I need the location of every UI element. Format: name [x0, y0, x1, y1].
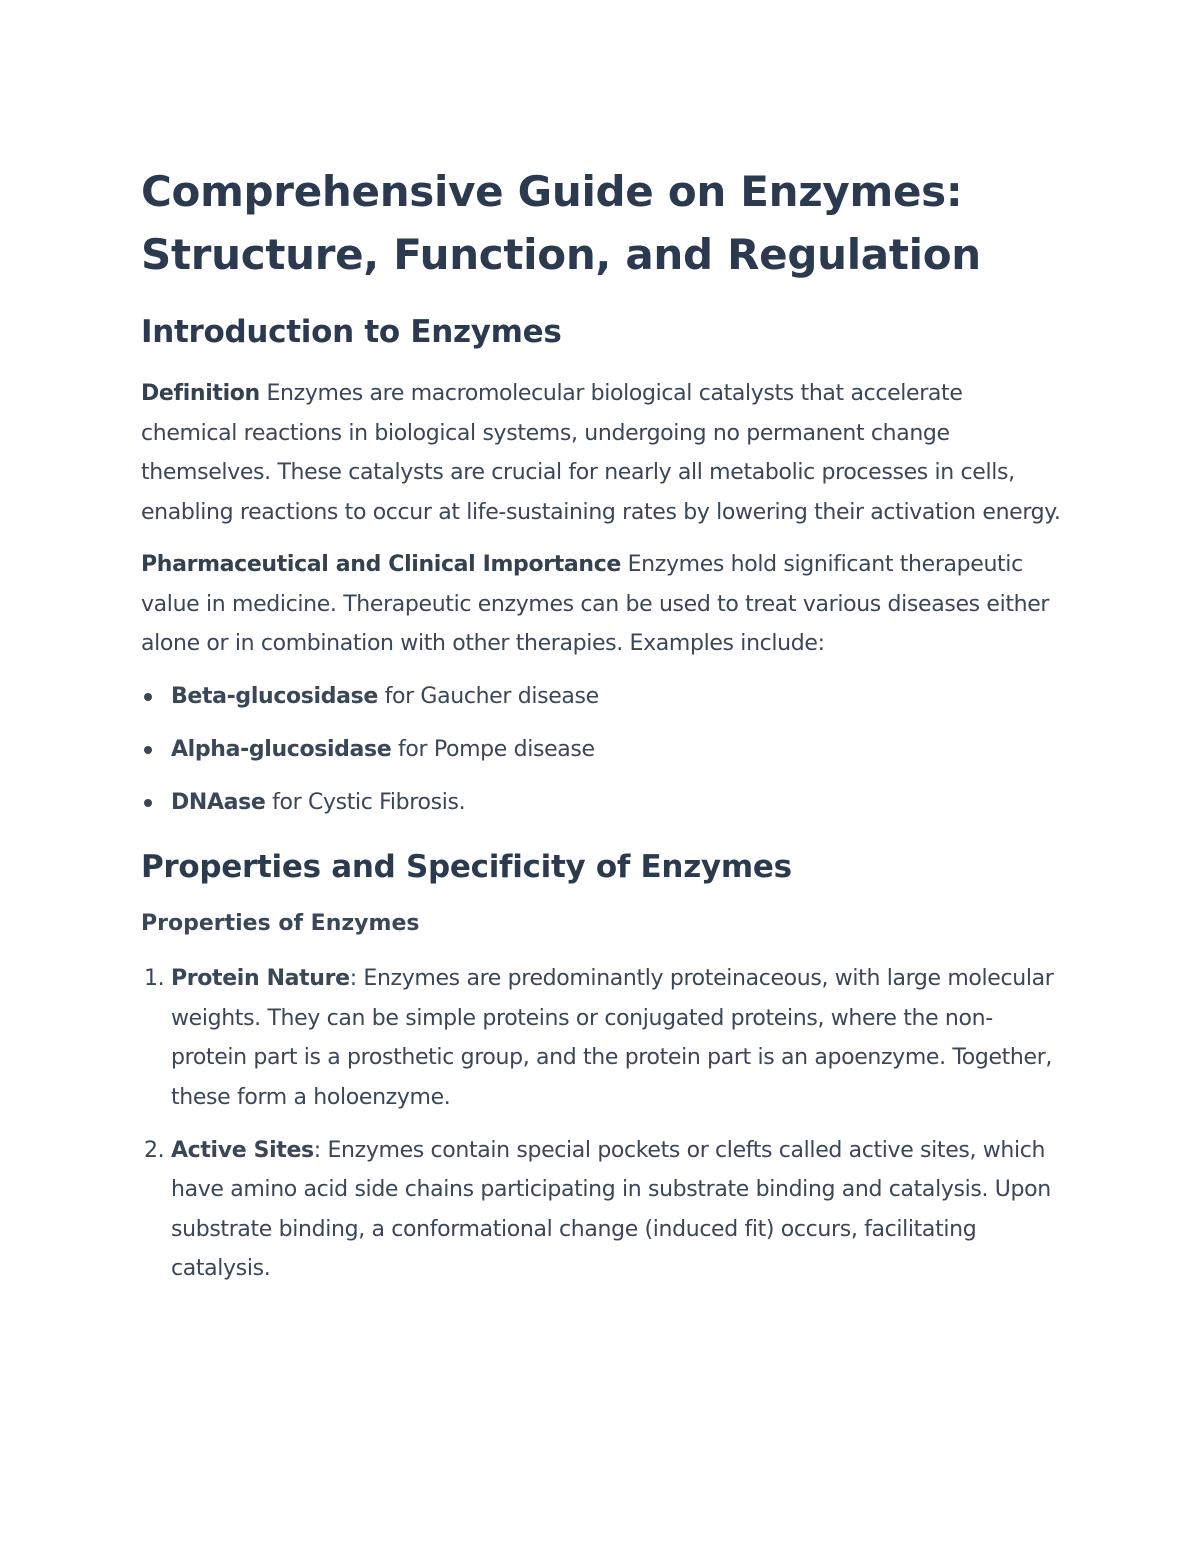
item-label: Protein Nature [171, 966, 350, 991]
properties-list [141, 959, 1061, 1289]
list-item [141, 730, 1061, 770]
definition-label: Definition [141, 381, 260, 406]
examples-list [141, 677, 1061, 823]
example-text: for Gaucher disease [377, 683, 599, 709]
definition-text: Enzymes are macromolecular biological catalysts that accelerate chemical reactions in biological systems, undergoing no permanent change themselves. These catalysts are crucial for nearly all metabolic processes in cells, enabling reactions to occur at life-sustaining rates by lowering their activation energy. [141, 381, 1061, 525]
pharma-label: Pharmaceutical and Clinical Importance [141, 552, 621, 577]
properties-subheading: Properties of Enzymes [141, 911, 420, 936]
bullet-icon [144, 799, 152, 807]
list-item [141, 783, 1061, 823]
pharma-paragraph [141, 545, 1061, 664]
list-item [141, 1131, 1061, 1289]
item-number: 2. [144, 1137, 165, 1163]
example-text: for Cystic Fibrosis. [265, 789, 466, 815]
example-name: DNAase [171, 789, 266, 815]
list-item [141, 959, 1061, 1117]
bullet-icon [144, 746, 152, 754]
example-name: Beta-glucosidase [171, 683, 378, 709]
pharma-text: Enzymes hold significant therapeutic value in medicine. Therapeutic enzymes can be used to treat various diseases either alone or in combination with other therapies. Examples include: [141, 552, 1050, 656]
title-line-2: Structure, Function, and Regulation [141, 230, 981, 279]
document-title [141, 160, 1061, 286]
item-text: : Enzymes are predominantly proteinaceous, with large molecular weights. They can be simple proteins or conjugated proteins, where the non-protein part is a prosthetic group, and the protein part is an apoenzyme. Together, these form a holoenzyme. [171, 966, 1054, 1110]
definition-paragraph [141, 374, 1061, 532]
example-name: Alpha-glucosidase [171, 736, 392, 762]
title-line-1: Comprehensive Guide on Enzymes: [141, 167, 963, 216]
item-number: 1. [144, 966, 165, 991]
item-label: Active Sites [171, 1137, 314, 1163]
bullet-icon [144, 693, 152, 701]
item-text: : Enzymes contain special pockets or clefts called active sites, which have amino acid side chains participating in substrate binding and catalysis. Upon substrate binding, a conformational change (induced fit) occurs, facilitating catalysis. [171, 1137, 1051, 1281]
properties-heading: Properties and Specificity of Enzymes [141, 849, 792, 885]
example-text: for Pompe disease [391, 736, 595, 762]
document-page [141, 160, 1061, 1302]
intro-heading: Introduction to Enzymes [141, 314, 562, 350]
list-item [141, 677, 1061, 717]
